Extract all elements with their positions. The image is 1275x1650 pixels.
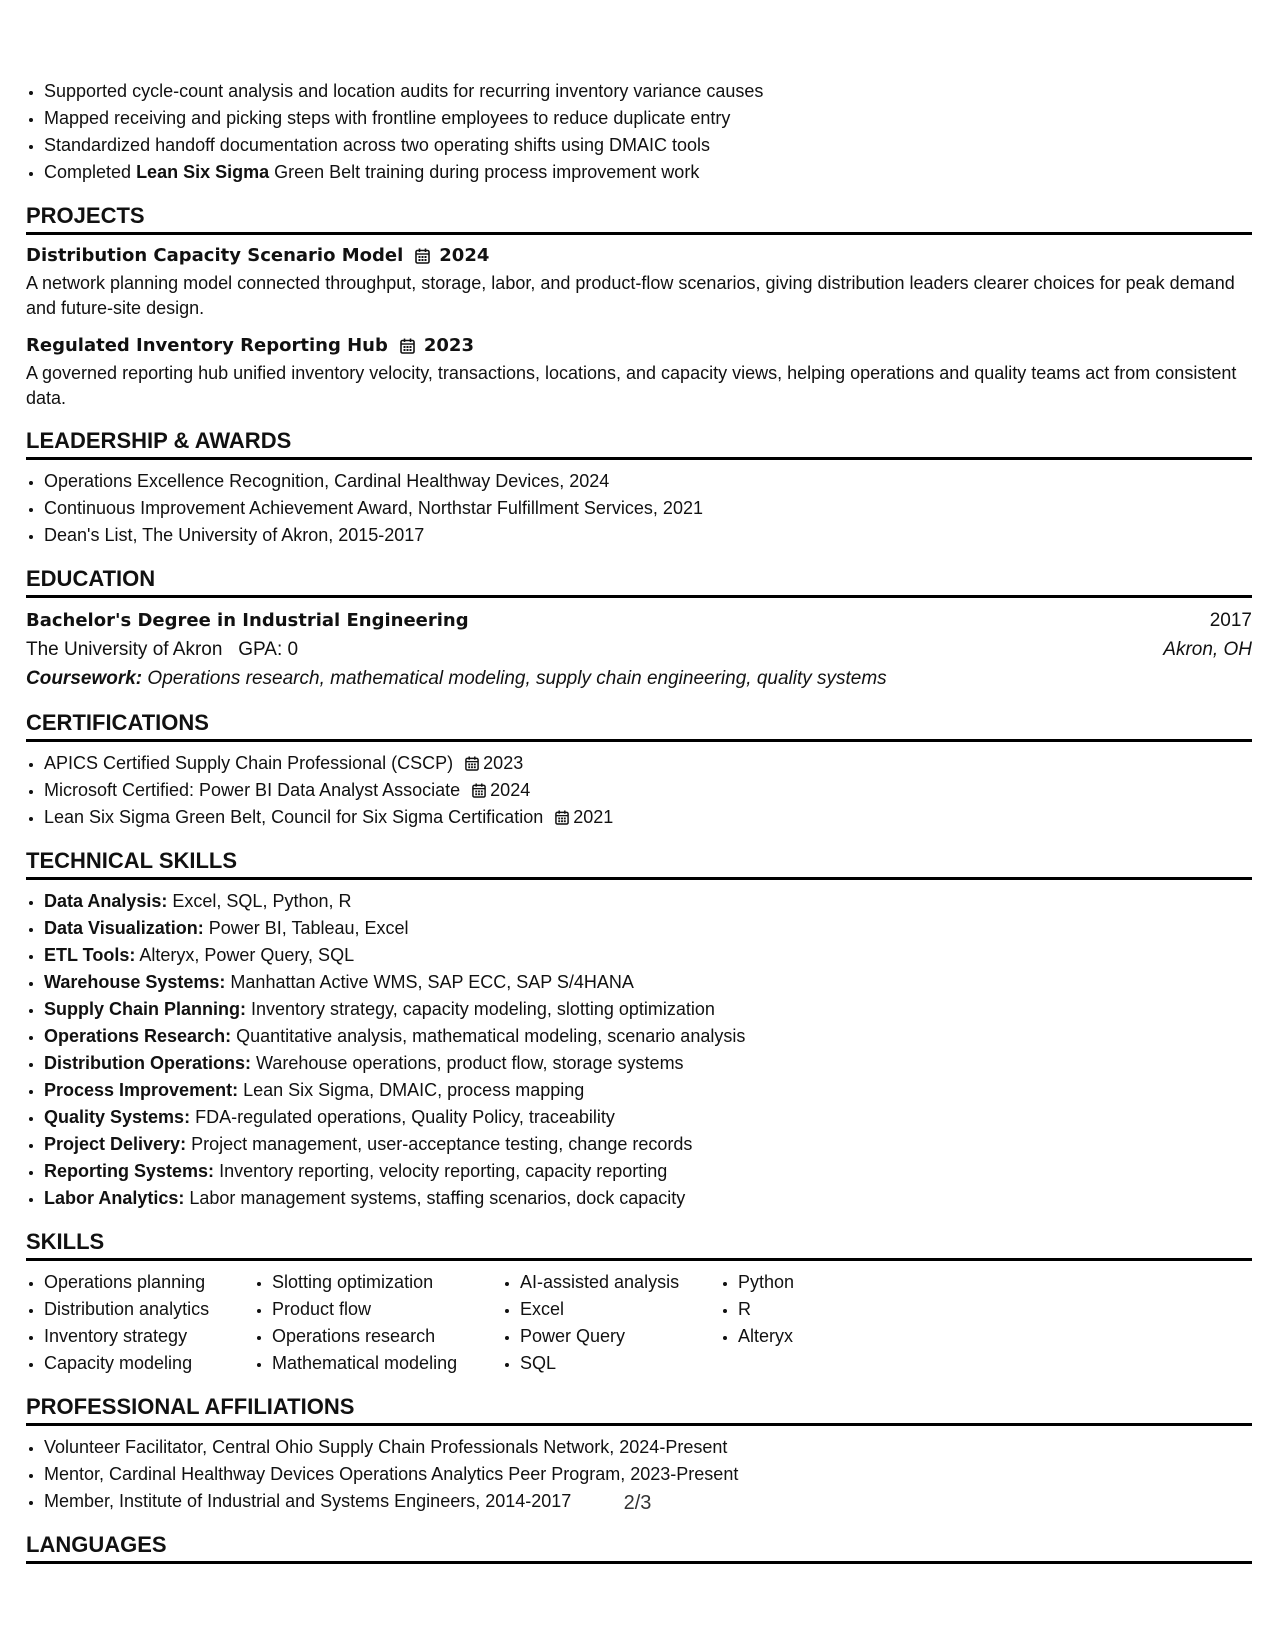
- list-item: • Lean Six Sigma Green Belt, Council for Six Sigma Certification 2021: [44, 804, 1252, 831]
- list-item: • Supported cycle-count analysis and location audits for recurring inventory variance causes: [44, 78, 1252, 105]
- list-item: • Distribution Operations: Warehouse operations, product flow, storage systems: [44, 1050, 1252, 1077]
- list-item: • Inventory strategy: [44, 1323, 254, 1350]
- list-item: • Distribution analytics: [44, 1296, 254, 1323]
- project-year: 2023: [423, 335, 474, 356]
- school-location: Akron, OH: [1163, 639, 1252, 660]
- list-item: • Operations planning: [44, 1269, 254, 1296]
- list-item: • Completed Lean Six Sigma Green Belt training during process improvement work: [44, 159, 1252, 186]
- graduation-year: 2017: [1209, 610, 1252, 631]
- list-item: • Python: [738, 1269, 858, 1296]
- gpa: GPA: 0: [238, 639, 299, 660]
- list-item: • Process Improvement: Lean Six Sigma, DMAIC, process mapping: [44, 1077, 1252, 1104]
- list-item: • Mentor, Cardinal Healthway Devices Operations Analytics Peer Program, 2023-Present: [44, 1461, 1252, 1488]
- resume-page: [26, 78, 1252, 1564]
- list-item: • Power Query: [520, 1323, 720, 1350]
- list-item: • Mathematical modeling: [272, 1350, 502, 1377]
- list-item: • Warehouse Systems: Manhattan Active WMS, SAP ECC, SAP S/4HANA: [44, 969, 1252, 996]
- project-description: A network planning model connected throughput, storage, labor, and product-flow scenarios, giving distribution leaders clearer choices for peak demand and future-site design.: [26, 273, 1235, 318]
- list-item: • Quality Systems: FDA-regulated operations, Quality Policy, traceability: [44, 1104, 1252, 1131]
- project-entry: [26, 333, 1252, 411]
- list-item: • Project Delivery: Project management, user-acceptance testing, change records: [44, 1131, 1252, 1158]
- list-item: • Product flow: [272, 1296, 502, 1323]
- list-item: • Member, Institute of Industrial and Systems Engineers, 2014-2017: [44, 1488, 1252, 1515]
- awards-section: [26, 427, 1252, 549]
- section-title: SKILLS: [26, 1228, 1252, 1261]
- project-description: A governed reporting hub unified inventory velocity, transactions, locations, and capacity views, helping operations and quality teams act from consistent data.: [26, 363, 1237, 408]
- list-item: • Microsoft Certified: Power BI Data Analyst Associate 2024: [44, 777, 1252, 804]
- projects-section: [26, 202, 1252, 411]
- calendar-icon: [555, 810, 569, 825]
- experience-bullets: [26, 78, 1252, 186]
- list-item: • Slotting optimization: [272, 1269, 502, 1296]
- section-title: LANGUAGES: [26, 1531, 1252, 1564]
- list-item: • Supply Chain Planning: Inventory strategy, capacity modeling, slotting optimization: [44, 996, 1252, 1023]
- list-item: • Operations research: [272, 1323, 502, 1350]
- skills-columns: [26, 1269, 1252, 1377]
- section-title: EDUCATION: [26, 565, 1252, 598]
- calendar-icon: [465, 756, 479, 771]
- skills-column: [502, 1269, 720, 1377]
- list-item: • Continuous Improvement Achievement Award, Northstar Fulfillment Services, 2021: [44, 495, 1252, 522]
- section-title: PROFESSIONAL AFFILIATIONS: [26, 1393, 1252, 1426]
- list-item: • Alteryx: [738, 1323, 858, 1350]
- coursework-label: Coursework:: [26, 668, 143, 689]
- coursework-list: Operations research, mathematical modeling, supply chain engineering, quality systems: [147, 668, 887, 689]
- skills-column: [26, 1269, 254, 1377]
- list-item: • Dean's List, The University of Akron, 2015-2017: [44, 522, 1252, 549]
- page-number: 2/3: [623, 1492, 652, 1514]
- degree-title: Bachelor's Degree in Industrial Engineering: [26, 610, 469, 631]
- list-item: • APICS Certified Supply Chain Professional (CSCP) 2023: [44, 750, 1252, 777]
- project-name: Distribution Capacity Scenario Model: [26, 245, 404, 266]
- list-item: • Reporting Systems: Inventory reporting, velocity reporting, capacity reporting: [44, 1158, 1252, 1185]
- list-item: • R: [738, 1296, 858, 1323]
- list-item: • Standardized handoff documentation across two operating shifts using DMAIC tools: [44, 132, 1252, 159]
- education-section: [26, 565, 1252, 693]
- list-item: • Data Visualization: Power BI, Tableau, Excel: [44, 915, 1252, 942]
- project-entry: [26, 243, 1252, 321]
- list-item: • Data Analysis: Excel, SQL, Python, R: [44, 888, 1252, 915]
- list-item: • ETL Tools: Alteryx, Power Query, SQL: [44, 942, 1252, 969]
- list-item: • Operations Research: Quantitative analysis, mathematical modeling, scenario analysis: [44, 1023, 1252, 1050]
- list-item: • Capacity modeling: [44, 1350, 254, 1377]
- technical-skills-section: [26, 847, 1252, 1212]
- list-item: • Labor Analytics: Labor management systems, staffing scenarios, dock capacity: [44, 1185, 1252, 1212]
- coursework: [26, 664, 1252, 693]
- section-title: LEADERSHIP & AWARDS: [26, 427, 1252, 460]
- list-item: • Excel: [520, 1296, 720, 1323]
- list-item: • AI-assisted analysis: [520, 1269, 720, 1296]
- calendar-icon: [472, 783, 486, 798]
- list-item: • Volunteer Facilitator, Central Ohio Supply Chain Professionals Network, 2024-Present: [44, 1434, 1252, 1461]
- calendar-icon: [415, 248, 430, 264]
- section-title: PROJECTS: [26, 202, 1252, 235]
- skills-column: [254, 1269, 502, 1377]
- section-title: TECHNICAL SKILLS: [26, 847, 1252, 880]
- skills-column: [720, 1269, 858, 1377]
- languages-section: [26, 1531, 1252, 1564]
- section-title: CERTIFICATIONS: [26, 709, 1252, 742]
- project-year: 2024: [439, 245, 490, 266]
- list-item: • Operations Excellence Recognition, Cardinal Healthway Devices, 2024: [44, 468, 1252, 495]
- list-item: • SQL: [520, 1350, 720, 1377]
- certifications-section: [26, 709, 1252, 831]
- skills-section: [26, 1228, 1252, 1377]
- school-name: The University of Akron: [26, 639, 223, 660]
- calendar-icon: [400, 338, 415, 354]
- list-item: • Mapped receiving and picking steps with frontline employees to reduce duplicate entry: [44, 105, 1252, 132]
- project-name: Regulated Inventory Reporting Hub: [26, 335, 388, 356]
